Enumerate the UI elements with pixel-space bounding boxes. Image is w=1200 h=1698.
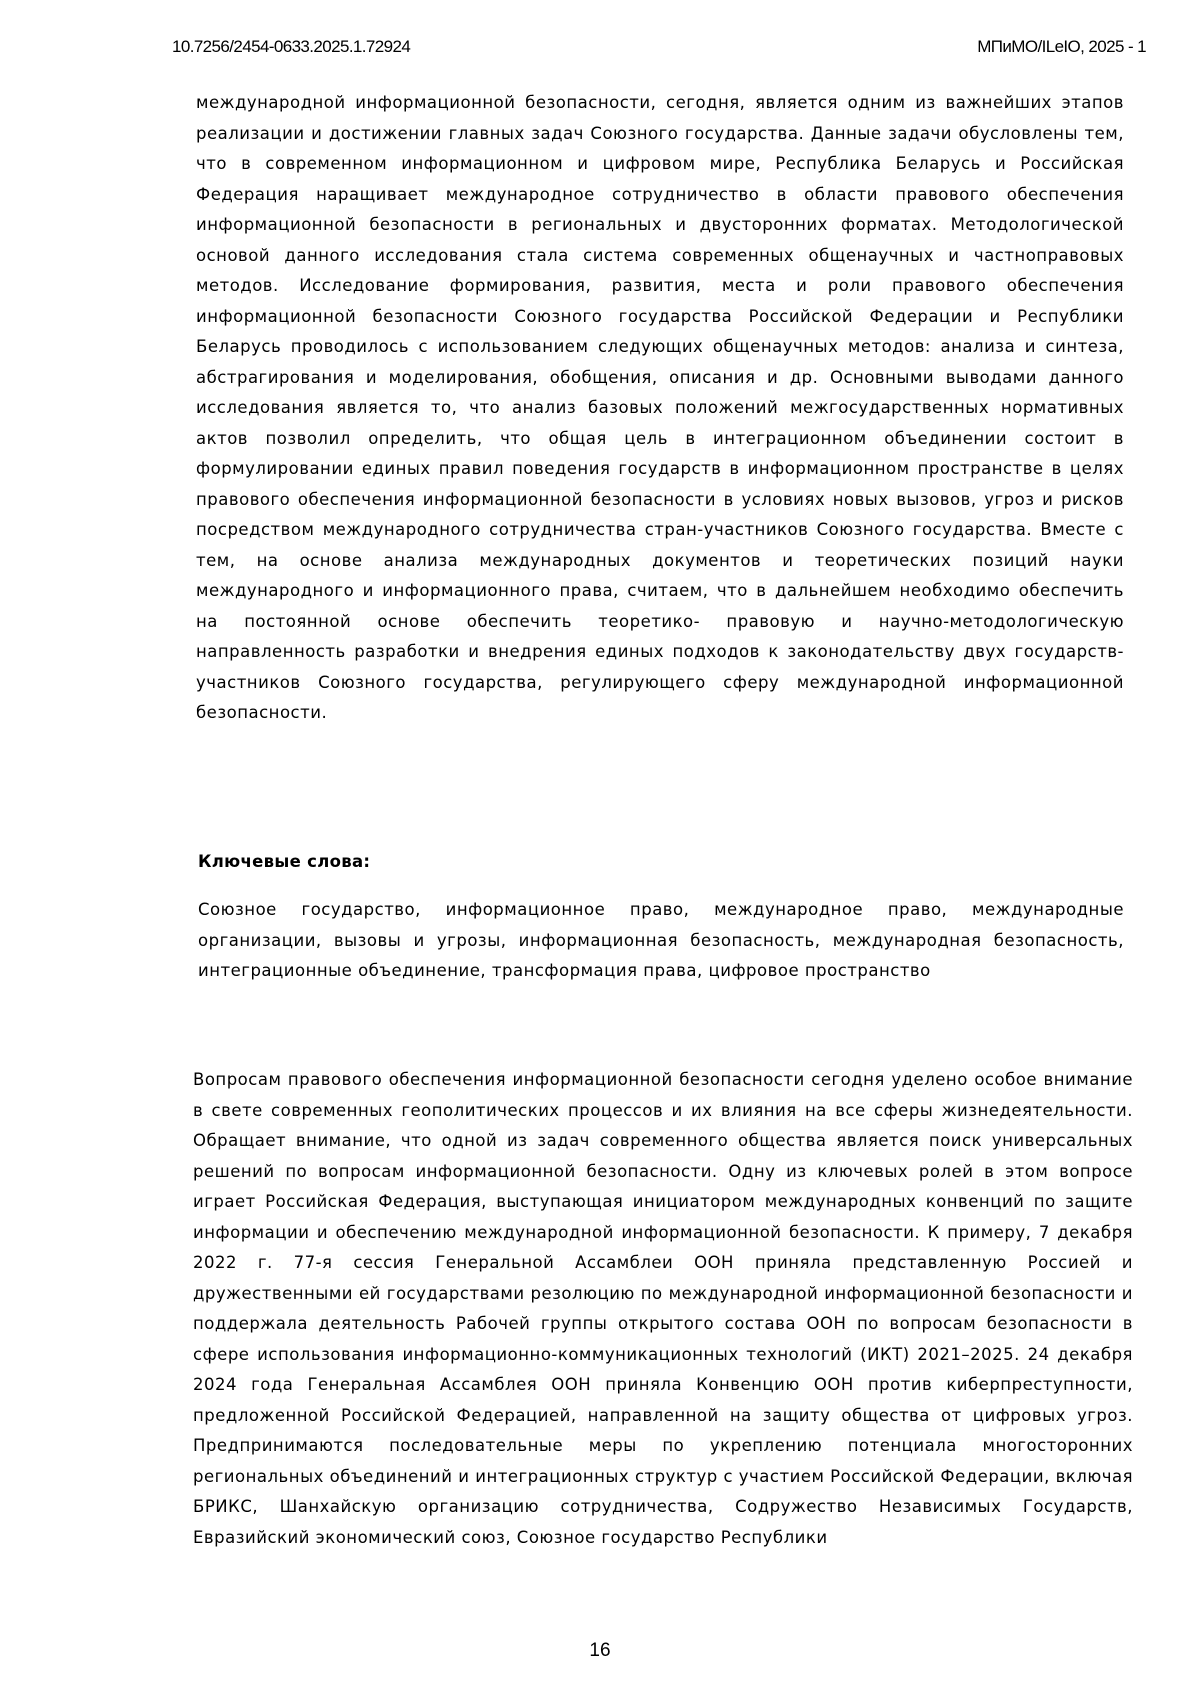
- journal-issue-label: МПиМО/ILeIO, 2025 - 1: [977, 37, 1146, 56]
- page-number: 16: [589, 1640, 611, 1661]
- running-header: [172, 37, 1146, 63]
- keywords-text: Союзное государство, информационное право, международное право, международные организации, вызовы и угрозы, информационная безопасность, международная безопасность, интеграционные объединение, трансформация права, цифровое пространство: [198, 900, 1124, 980]
- keywords-heading: Ключевые слова:: [198, 852, 371, 871]
- doi-label: 10.7256/2454-0633.2025.1.72924: [172, 37, 411, 56]
- abstract-text: международной информационной безопасности, сегодня, является одним из важнейших этапов реализации и достижении главных задач Союзного государства. Данные задачи обусловлены тем, что в современном информационном и цифровом мире, Республика Беларусь и Российская Федерация наращивает международное сотрудничество в области правового обеспечения информационной безопасности в региональных и двусторонних форматах. Методологической основой данного исследования стала система современных общенаучных и частноправовых методов. Исследование формирования, развития, места и роли правового обеспечения информационной безопасности Союзного государства Российской Федерации и Республики Беларусь проводилось с использованием следующих общенаучных методов: анализа и синтеза, абстрагирования и моделирования, обобщения, описания и др. Основными выводами данного исследования является то, что анализ базовых положений межгосударственных нормативных актов позволил определить, что общая цель в интеграционном объединении состоит в формулировании единых правил поведения государств в информационном пространстве в целях правового обеспечения информационной безопасности в условиях новых вызовов, угроз и рисков посредством международного сотрудничества стран-участников Союзного государства. Вместе с тем, на основе анализа международных документов и теоретических позиций науки международного и информационного права, считаем, что в дальнейшем необходимо обеспечить на постоянной основе обеспечить теоретико- правовую и научно-методологическую направленность разработки и внедрения единых подходов к законодательству двух государств-участников Союзного государства, регулирующего сферу международной информационной безопасности.: [196, 93, 1124, 722]
- body-paragraph: Вопросам правового обеспечения информационной безопасности сегодня уделено особое внимание в свете современных геополитических процессов и их влияния на все сферы жизнедеятельности. Обращает внимание, что одной из задач современного общества является поиск универсальных решений по вопросам информационной безопасности. Одну из ключевых ролей в этом вопросе играет Российская Федерация, выступающая инициатором международных конвенций по защите информации и обеспечению международной информационной безопасности. К примеру, 7 декабря 2022 г. 77-я сессия Генеральной Ассамблеи ООН приняла представленную Россией и дружественными ей государствами резолюцию по международной информационной безопасности и поддержала деятельность Рабочей группы открытого состава ООН по вопросам безопасности в сфере использования информационно-коммуникационных технологий (ИКТ) 2021–2025. 24 декабря 2024 года Генеральная Ассамблея ООН приняла Конвенцию ООН против киберпреступности, предложенной Российской Федерацией, направленной на защиту общества от цифровых угроз. Предпринимаются последовательные меры по укреплению потенциала многосторонних региональных объединений и интеграционных структур с участием Российской Федерации, включая БРИКС, Шанхайскую организацию сотрудничества, Содружество Независимых Государств, Евразийский экономический союз, Союзное государство Республики: [193, 1070, 1133, 1547]
